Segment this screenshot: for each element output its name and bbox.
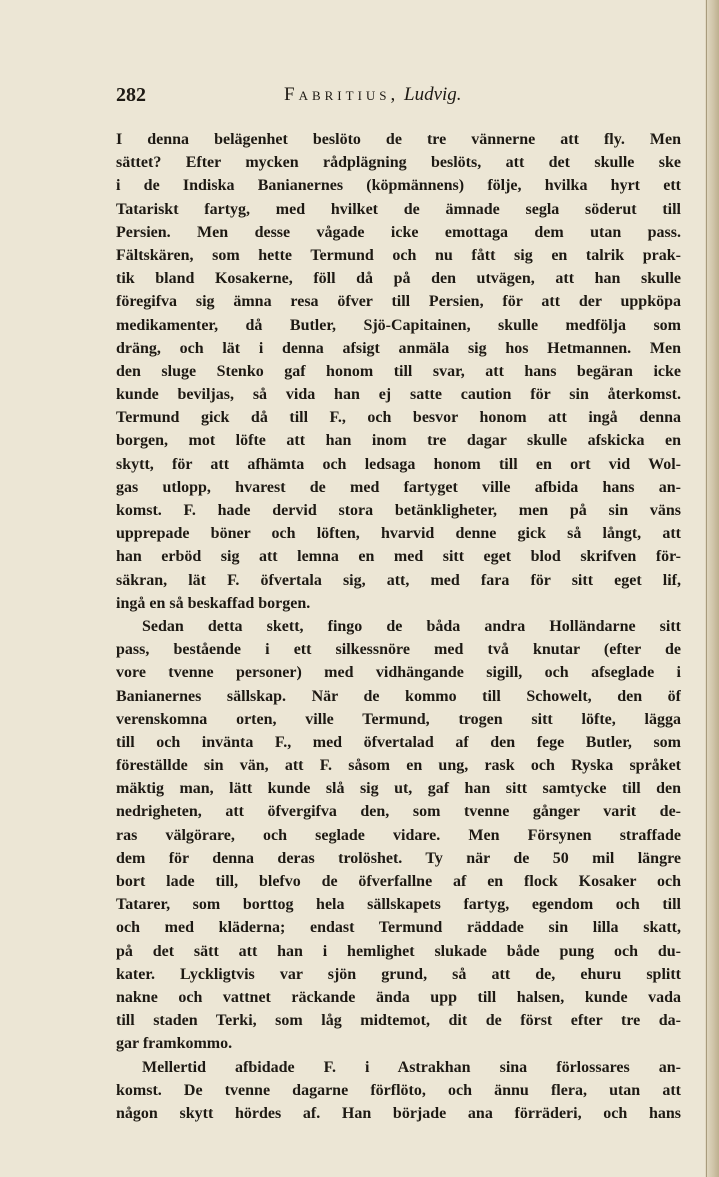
page-header — [116, 84, 681, 112]
text-line: Tatariskt fartyg, med hvilket de ämnade segla söderut till — [116, 200, 681, 218]
page-edge-line — [706, 0, 707, 1177]
running-head-firstname: Ludvig. — [404, 84, 462, 105]
text-line: på det sätt att han i hemlighet slukade både pung och du- — [116, 942, 681, 960]
text-line: Termund gick då till F., och besvor honom att ingå denna — [116, 409, 681, 427]
text-line: kater. Lyckligtvis var sjön grund, så att de, ehuru splitt — [116, 965, 681, 983]
text-line: upprepade böner och löften, hvarvid denne gick så långt, att — [116, 525, 681, 543]
text-line: Persien. Men desse vågade icke emottaga dem utan pass. — [116, 223, 681, 241]
text-line: skytt, för att afhämta och ledsaga honom till en ort vid Wol- — [116, 455, 681, 473]
text-line: vore tvenne personer) med vidhängande sigill, och afseglade i — [116, 664, 681, 682]
text-line: sättet? Efter mycken rådplägning beslöts, att det skulle ske — [116, 154, 681, 172]
text-line: föreställde sin vän, att F. såsom en ung, rask och Ryska språket — [116, 757, 681, 775]
text-line: borgen, mot löfte att han inom tre dagar skulle afskicka en — [116, 432, 681, 450]
text-line: komst. De tvenne dagarne förflöto, och ännu flera, utan att — [116, 1081, 681, 1099]
page-number: 282 — [116, 84, 146, 106]
text-line: Sedan detta skett, fingo de båda andra Holländarne sitt — [142, 617, 681, 635]
text-line: mäktig man, lätt kunde slå sig ut, gaf han sitt samtycke till den — [116, 780, 681, 798]
text-line: till och invänta F., med öfvertalad af den fege Butler, som — [116, 733, 681, 751]
text-line: i de Indiska Banianernes (köpmännens) följe, hvilka hyrt ett — [116, 177, 681, 195]
text-line: medikamenter, då Butler, Sjö-Capitainen, skulle medfölja som — [116, 316, 681, 334]
text-line: Tatarer, som borttog hela sällskapets fartyg, egendom och till — [116, 896, 681, 914]
text-line: den sluge Stenko gaf honom till svar, att hans begäran icke — [116, 362, 681, 380]
text-line: Fältskären, som hette Termund och nu fått sig en talrik prak- — [116, 246, 681, 264]
text-line: verenskomna orten, ville Termund, trogen sitt löfte, lägga — [116, 710, 681, 728]
page-edge — [705, 0, 719, 1177]
text-line: tik bland Kosakerne, föll då på den utvägen, att han skulle — [116, 270, 681, 288]
text-line: gas utlopp, hvarest de med fartyget ville afbida hans an- — [116, 478, 681, 496]
text-line: dräng, och lät i denna afsigt anmäla sig hos Hetmannen. Men — [116, 339, 681, 357]
text-line: någon skytt hördes af. Han började ana förräderi, och hans — [116, 1104, 681, 1122]
text-line: ras välgörare, och seglade vidare. Men Försynen straffade — [116, 826, 681, 844]
text-line: kunde beviljas, så vida han ej satte caution för sin återkomst. — [116, 386, 681, 404]
text-line: han erböd sig att lemna en med sitt eget blod skrifven för- — [116, 548, 681, 566]
text-line: dem för denna deras trolöshet. Ty när de 50 mil längre — [116, 849, 681, 867]
text-line: till staden Terki, som låg midtemot, dit de först efter tre da- — [116, 1012, 681, 1030]
text-line: gar framkommo. — [116, 1035, 233, 1053]
text-line: och med kläderna; endast Termund räddade sin lilla skatt, — [116, 919, 681, 937]
text-line: komst. F. hade dervid stora betänkligheter, men på sin väns — [116, 502, 681, 519]
text-line: nedrigheten, att öfvergifva den, som tvenne gånger varit de- — [116, 803, 681, 821]
text-line: nakne och vattnet räckande ända upp till halsen, kunde vada — [116, 988, 681, 1006]
body-text — [116, 128, 681, 1125]
text-line: I denna belägenhet beslöto de tre vännerne att fly. Men — [116, 131, 681, 148]
running-head — [284, 84, 462, 106]
text-line: bort lade till, blefvo de öfverfallne af en flock Kosaker och — [116, 873, 681, 890]
text-line: pass, bestående i ett silkessnöre med två knutar (efter de — [116, 641, 681, 659]
text-line: Banianernes sällskap. När de kommo till Schowelt, den öf — [116, 687, 681, 705]
text-line: föregifva sig ämna resa öfver till Persien, för att der uppköpa — [116, 293, 681, 311]
running-head-author: Fabritius, — [284, 84, 400, 105]
text-line: Mellertid afbidade F. i Astrakhan sina förlossares an- — [142, 1058, 681, 1076]
text-line: ingå en så beskaffad borgen. — [116, 594, 311, 612]
text-line: säkran, lät F. öfvertala sig, att, med fara för sitt eget lif, — [116, 571, 681, 589]
